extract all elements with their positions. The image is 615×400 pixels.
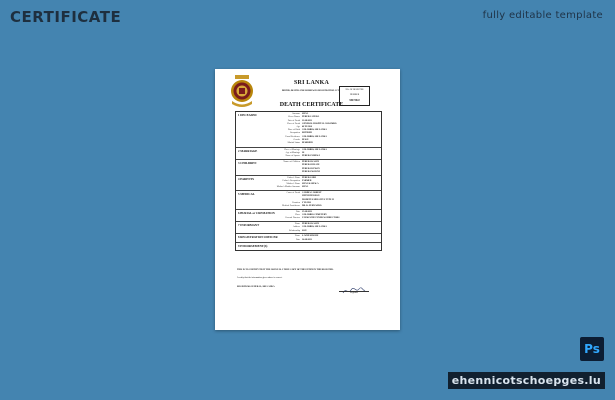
- form-section: [236, 112, 381, 147]
- form-row: [236, 155, 381, 158]
- field-value[interactable]: 12.08.2022: [302, 119, 312, 122]
- serial-box: [339, 86, 370, 106]
- form-row: [236, 230, 381, 233]
- field-label: Names of Children: [283, 161, 300, 164]
- form-row: [236, 171, 381, 174]
- section-label: 5 MEDICAL: [238, 192, 255, 196]
- form-section: [236, 147, 381, 160]
- signature-label: Registrar: [349, 292, 359, 294]
- section-label: 8 REGISTRATION OFFICER: [238, 235, 278, 240]
- field-label: Usual Residence: [285, 135, 300, 138]
- field-value[interactable]: FARMER: [302, 179, 312, 182]
- form-section: [236, 159, 381, 176]
- field-value[interactable]: HYPERTENSION: [302, 195, 320, 198]
- field-label: Surname: [292, 113, 300, 116]
- field-value[interactable]: DIABETES MELLITUS TYPE II: [302, 198, 334, 201]
- serial-label-2: NUMBER: [349, 93, 360, 96]
- field-value[interactable]: COLOMBO, SRI LANKA: [302, 135, 327, 138]
- field-value[interactable]: PERERA KASUN: [302, 223, 320, 226]
- field-value[interactable]: PERERA RUWAN: [302, 167, 320, 170]
- footer-line-2: I certify that the information given above is correct.: [237, 277, 283, 279]
- field-value[interactable]: SILVA KAMALA: [302, 183, 319, 186]
- form-row: [236, 245, 381, 248]
- field-label: Duration: [292, 201, 300, 204]
- form-row: [236, 186, 381, 189]
- field-value[interactable]: COLOMBO, SRI LANKA: [302, 148, 327, 151]
- field-value[interactable]: 28: [302, 152, 305, 155]
- field-label: Gender: [293, 138, 300, 141]
- photoshop-icon: Ps: [580, 337, 604, 361]
- field-label: Address: [292, 226, 300, 229]
- certificate-form: [235, 111, 382, 251]
- field-value[interactable]: SILVA: [302, 113, 309, 116]
- field-label: Place of Birth: [287, 129, 300, 132]
- field-label: Relationship: [288, 229, 300, 232]
- serial-number: MS72022: [349, 99, 360, 103]
- field-label: Place of Death: [287, 122, 300, 125]
- form-section: [236, 221, 381, 234]
- section-label: 1 DECEASED: [238, 113, 257, 117]
- field-label: Date of Death: [287, 119, 300, 122]
- certificate-title: DEATH CERTIFICATE: [279, 102, 344, 108]
- field-value[interactable]: 68 YEARS: [302, 126, 313, 128]
- certificate-department: BIRTHS, DEATHS AND MARRIAGES REGISTRATION ACT: [282, 90, 339, 92]
- field-label: Place: [295, 214, 300, 217]
- field-value[interactable]: GENERAL HOSPITAL COLOMBO: [302, 122, 337, 125]
- footer-note: THIS IS TO CERTIFY THAT THE ABOVE IS A TRUE COPY OF THE ENTRY IN THE REGISTER.: [237, 269, 334, 271]
- form-section: [236, 190, 381, 210]
- field-value[interactable]: 2 YEARS: [302, 201, 311, 204]
- field-label: Marital Status: [287, 142, 300, 144]
- certificate-country: SRI LANKA: [294, 80, 329, 86]
- section-label: 3 CHILDREN: [238, 161, 257, 165]
- field-label: Date: [295, 238, 300, 241]
- field-value[interactable]: S. WIJESINGHE: [302, 235, 319, 238]
- field-value[interactable]: PERERA KASUN: [302, 161, 320, 164]
- page-title: CERTIFICATE: [10, 8, 122, 26]
- field-value[interactable]: SILVA: [302, 186, 309, 189]
- form-section: [236, 242, 381, 251]
- field-label: Age: [296, 126, 300, 128]
- field-label: Name of Spouse: [285, 155, 300, 158]
- form-row: [236, 205, 381, 208]
- field-label: Father's Name: [287, 176, 300, 179]
- field-label: Mother's Name: [286, 183, 300, 186]
- field-label: Age at Marriage: [285, 152, 300, 155]
- form-row: [236, 142, 381, 145]
- field-label: Cause of Death: [286, 192, 300, 195]
- field-label: Name: [294, 223, 300, 226]
- field-label: Medical Practitioner: [282, 205, 300, 207]
- section-label: 6 BURIAL or CREMATION: [238, 210, 275, 215]
- field-value[interactable]: COLOMBO CEMETERY: [302, 214, 327, 217]
- field-value[interactable]: JAYARATNE FUNERAL DIRECTORS: [302, 217, 340, 220]
- field-label: Place of Marriage: [284, 148, 300, 151]
- field-value[interactable]: 15.08.2022: [302, 210, 312, 213]
- serial-label-1: NO. OF REGISTER: [345, 89, 364, 91]
- field-value[interactable]: DR. K. FERNANDO: [302, 205, 322, 207]
- field-label: Occupation: [289, 132, 300, 135]
- footer-registrar: REGISTRAR GENERAL, SRI LANKA: [237, 286, 275, 288]
- field-value[interactable]: PERERA MALINI: [302, 170, 320, 173]
- field-value[interactable]: PERERA SIRI: [302, 176, 316, 179]
- field-label: Funeral Director: [285, 217, 300, 220]
- certificate-document: [215, 69, 400, 330]
- field-value[interactable]: PERERA ANURA: [302, 116, 320, 119]
- field-value[interactable]: CARDIAC ARREST: [302, 192, 322, 195]
- form-section: [236, 209, 381, 222]
- watermark: ehennicotschoepges.lu: [448, 372, 605, 389]
- section-label: 2 MARRIAGE: [238, 148, 258, 153]
- field-value[interactable]: MARRIED: [302, 142, 313, 144]
- sri-lanka-emblem-icon: [230, 75, 254, 109]
- field-value[interactable]: COLOMBO, SRI LANKA: [302, 226, 327, 229]
- field-value[interactable]: COLOMBO, SRI LANKA: [302, 129, 327, 132]
- form-row: [236, 217, 381, 220]
- section-label: 7 INFORMANT: [238, 223, 260, 227]
- field-label: Mother's Maiden Surname: [276, 186, 300, 189]
- field-label: Father's Occupation: [282, 179, 300, 182]
- field-label: Date: [295, 210, 300, 213]
- field-value[interactable]: MALE: [302, 138, 309, 141]
- field-value[interactable]: PERERA NIMALI: [302, 155, 320, 158]
- field-value[interactable]: RETIRED: [302, 132, 312, 135]
- form-row: [236, 239, 381, 242]
- field-label: Name: [294, 235, 300, 238]
- field-value[interactable]: PERERA DILANI: [302, 164, 320, 167]
- field-value[interactable]: SON: [302, 229, 307, 232]
- field-label: Given Names: [288, 116, 300, 119]
- section-label: 9 ENDORSEMENT(S): [238, 244, 268, 249]
- section-label: 4 PARENTS: [238, 176, 255, 181]
- template-tagline: fully editable template: [482, 10, 603, 21]
- field-value[interactable]: 16.08.2022: [302, 238, 312, 241]
